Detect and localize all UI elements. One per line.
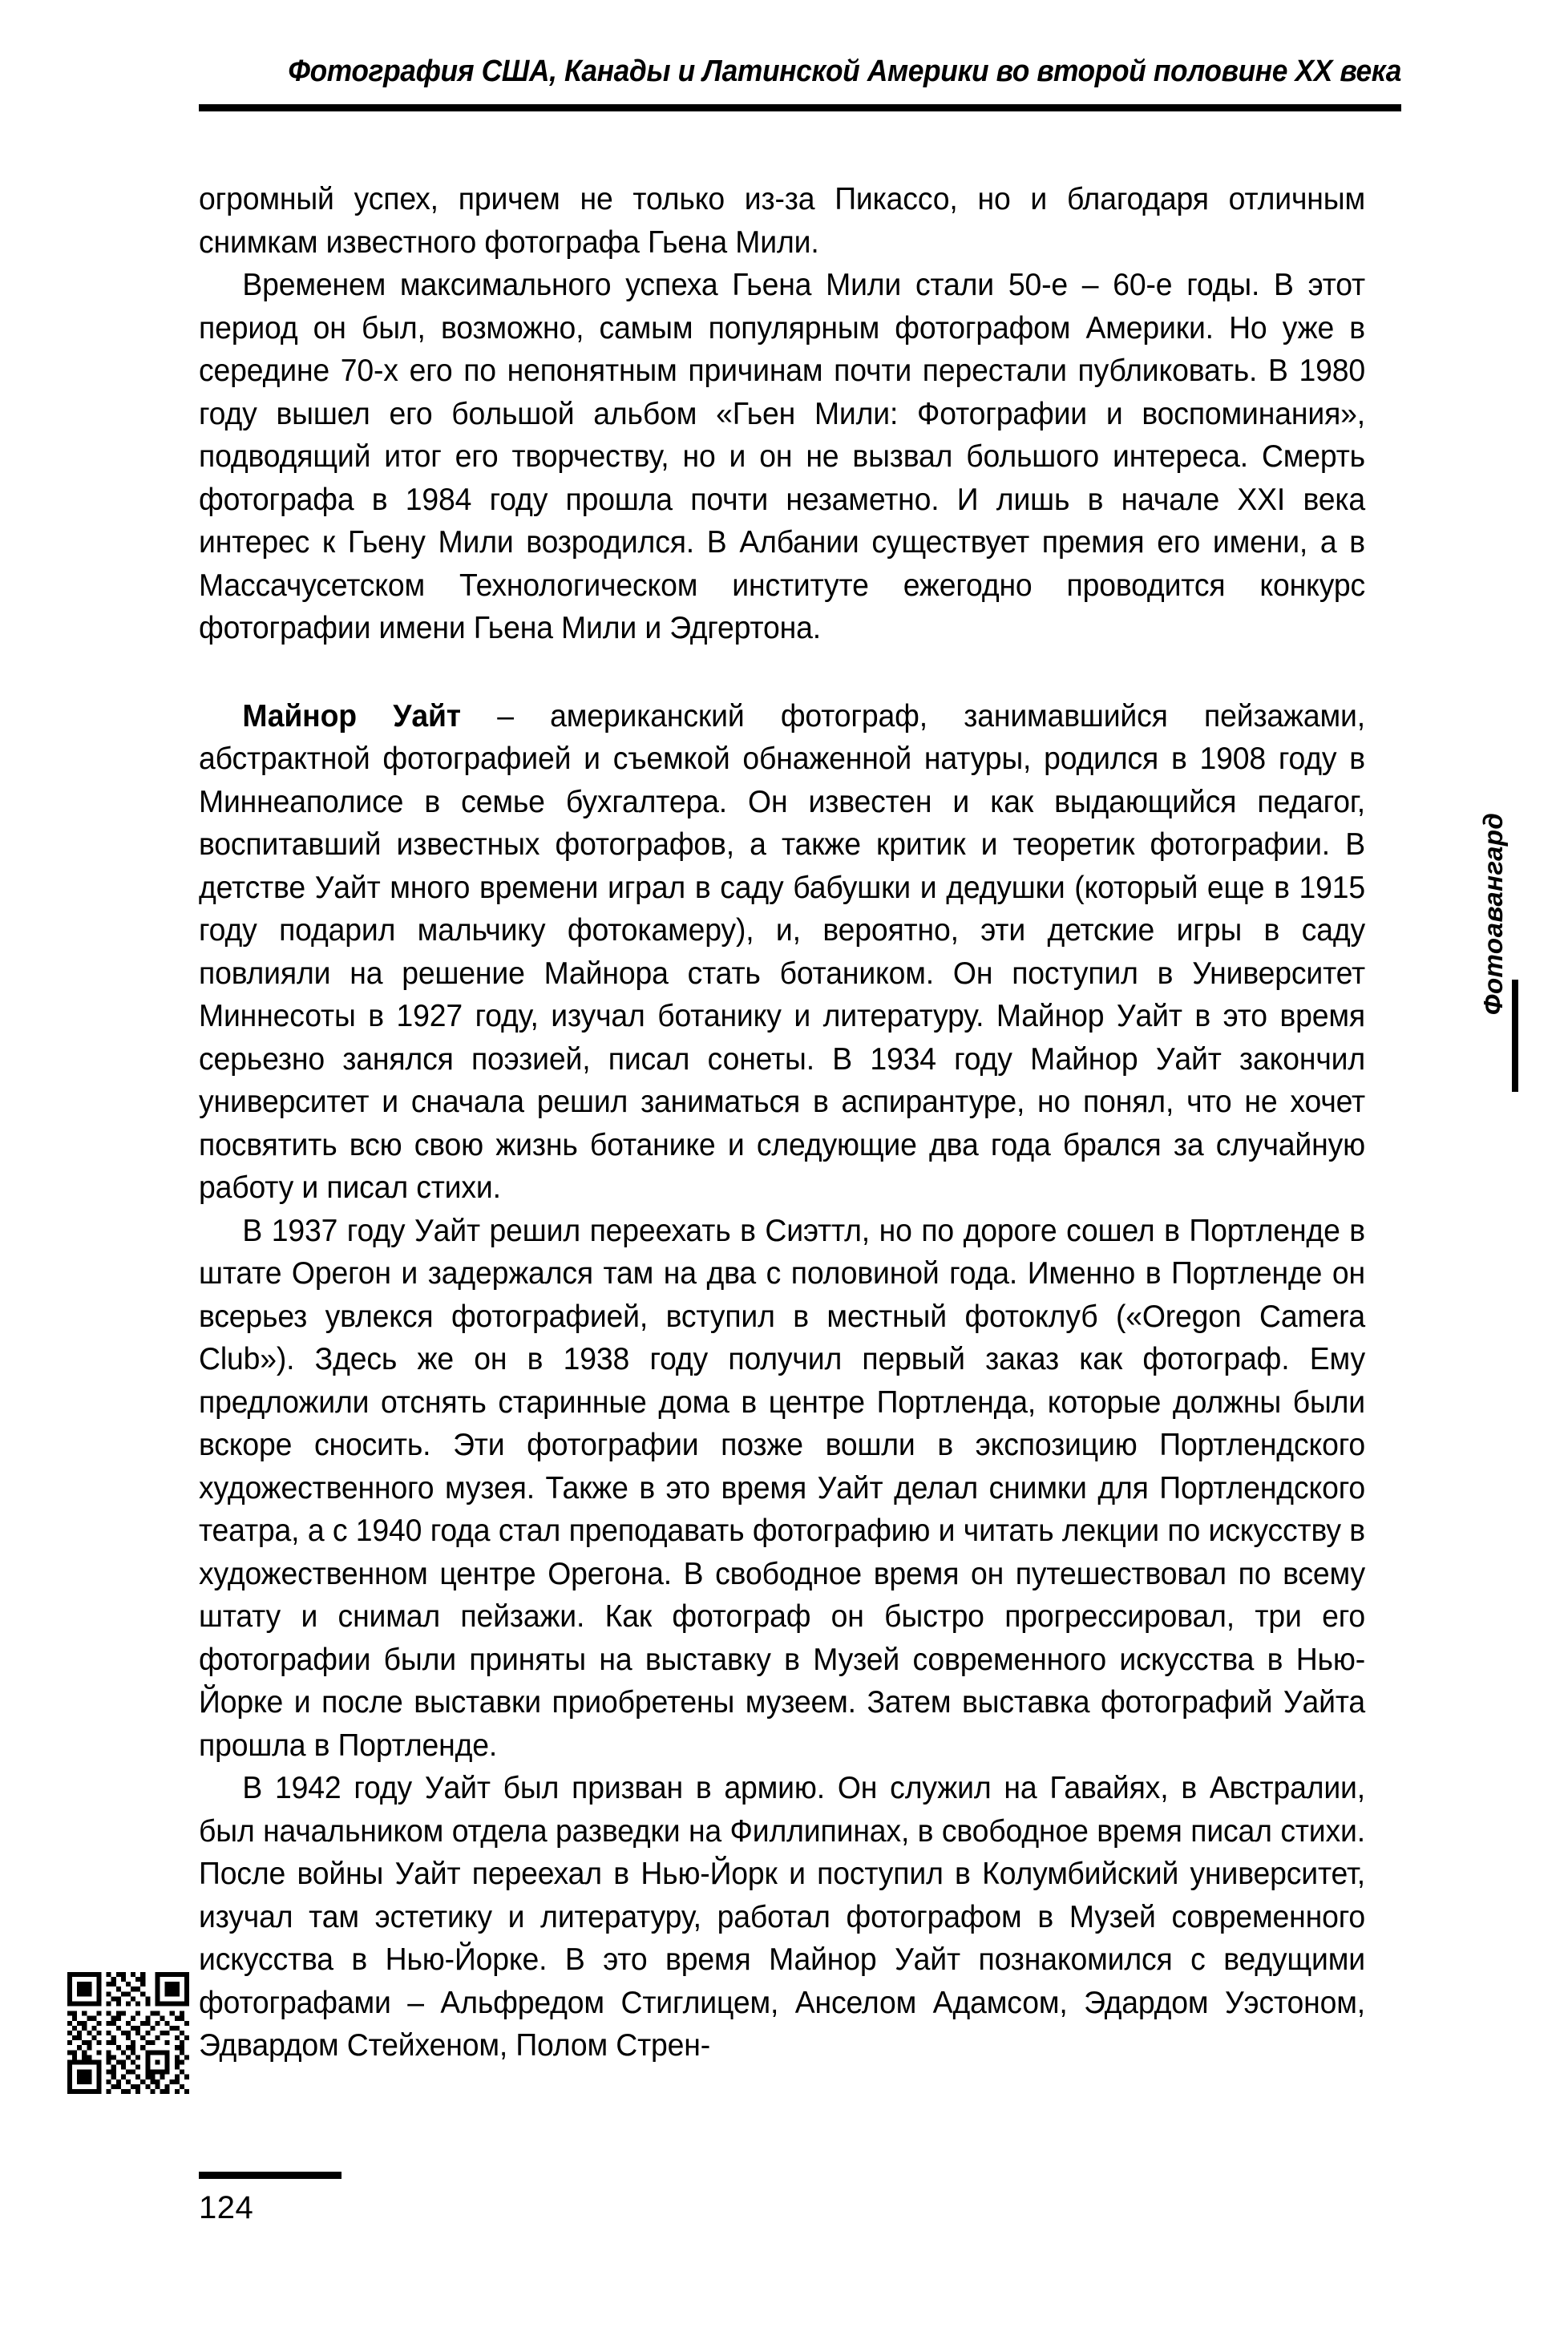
- section-lead-name: Майнор Уайт: [242, 698, 461, 734]
- paragraph-gjon-mili: Временем максимального успеха Гьена Мили стали 50-е – 60-е годы. В этот период он был, возможно, самым популярным фотографом Америки. Но уже в середине 70-х его по непонятным причинам почти перестали публиковать. В 1980 году вышел его большой альбом «Гьен Мили: Фотографии и воспоминания», подводящий итог его творчеству, но и он не вызвал большого интереса. Смерть фотографа в 1984 году прошла почти незаметно. И лишь в начале XXI века интерес к Гьену Мили возродился. В Албании существует премия его имени, а в Массачусетском Технологическом институте ежегодно проводится конкурс фотографии имени Гьена Мили и Эдгертона.: [199, 268, 1365, 645]
- paragraph-continuation: огромный успех, причем не только из-за Пикассо, но и благодаря отличным снимкам известного фотографа Гьена Мили.: [199, 182, 1365, 260]
- qr-code-icon: [67, 1972, 189, 2094]
- paragraph-army-and-new-york: В 1942 году Уайт был призван в армию. Он служил на Гавайях, в Австралии, был начальником отдела разведки на Филлипинах, в свободное время писал стихи. После войны Уайт переехал в Нью-Йорк и поступил в Колумбийский университет, изучал там эстетику и литературу, работал фотографом в Музей современного искусства в Нью-Йорке. В это время Майнор Уайт познакомился с ведущими фотографами – Альфредом Стиглицем, Анселом Адамсом, Эдардом Уэстоном, Эдвардом Стейхеном, Полом Стрен-: [199, 1771, 1365, 2063]
- paragraph-portland-years: В 1937 году Уайт решил переехать в Сиэттл, но по дороге сошел в Портленде в штате Орегон и задержался там на два с половиной года. Именно в Портленде он всерьез увлекся фотографией, вступил в местный фотоклуб («Oregon Camera Club»). Здесь же он в 1938 году получил первый заказ как фотограф. Ему предложили отснять старинные дома в центре Портленда, которые должны были вскоре сносить. Эти фотографии позже вошли в экспозицию Портлендского художественного музея. Также в это время Уайт делал снимки для Портлендского театра, а с 1940 года стал преподавать фотографию и читать лекции по искусству в художественном центре Орегона. В свободное время он путешествовал по всему штату и снимал пейзажи. Как фотограф он быстро прогрессировал, три его фотографии были приняты на выставку в Музей современного искусства в Нью-Йорке и после выставки приобретены музеем. Затем выставка фотографий Уайта прошла в Портленде.: [199, 1213, 1365, 1763]
- margin-section-rule: [1512, 980, 1518, 1092]
- paragraph-minor-white-intro: [199, 695, 1365, 1210]
- page-number: 124: [199, 2190, 254, 2225]
- running-title: Фотография США, Канады и Латинской Америки во второй половине XX века: [288, 55, 1401, 88]
- footer-divider-rule: [199, 2172, 341, 2179]
- section-lead-body: – американский фотограф, занимавшийся пейзажами, абстрактной фотографией и съемкой обнаженной натуры, родился в 1908 году в Миннеаполисе в семье бухгалтера. Он известен и как выдающийся педагог, воспитавший известных фотографов, а также критик и теоретик фотографии. В детстве Уайт много времени играл в саду бабушки и дедушки (который еще в 1915 году подарил мальчику фотокамеру), и, вероятно, эти детские игры в саду повлияли на решение Майнора стать ботаником. Он поступил в Университет Миннесоты в 1927 году, изучал ботанику и литературу. Майнор Уайт в это время серьезно занялся поэзией, писал сонеты. В 1934 году Майнор Уайт закончил университет и сначала решил заниматься в аспирантуре, но понял, что не хочет посвятить всю свою жизнь ботанике и следующие два года брался за случайную работу и писал стихи.: [199, 698, 1365, 1205]
- page-header: [199, 55, 1401, 111]
- header-divider-rule: [199, 104, 1401, 111]
- margin-section-label-text: Фотоавангард: [1478, 812, 1508, 1016]
- body-text-column: [199, 178, 1401, 2067]
- page-footer: [199, 2172, 439, 2224]
